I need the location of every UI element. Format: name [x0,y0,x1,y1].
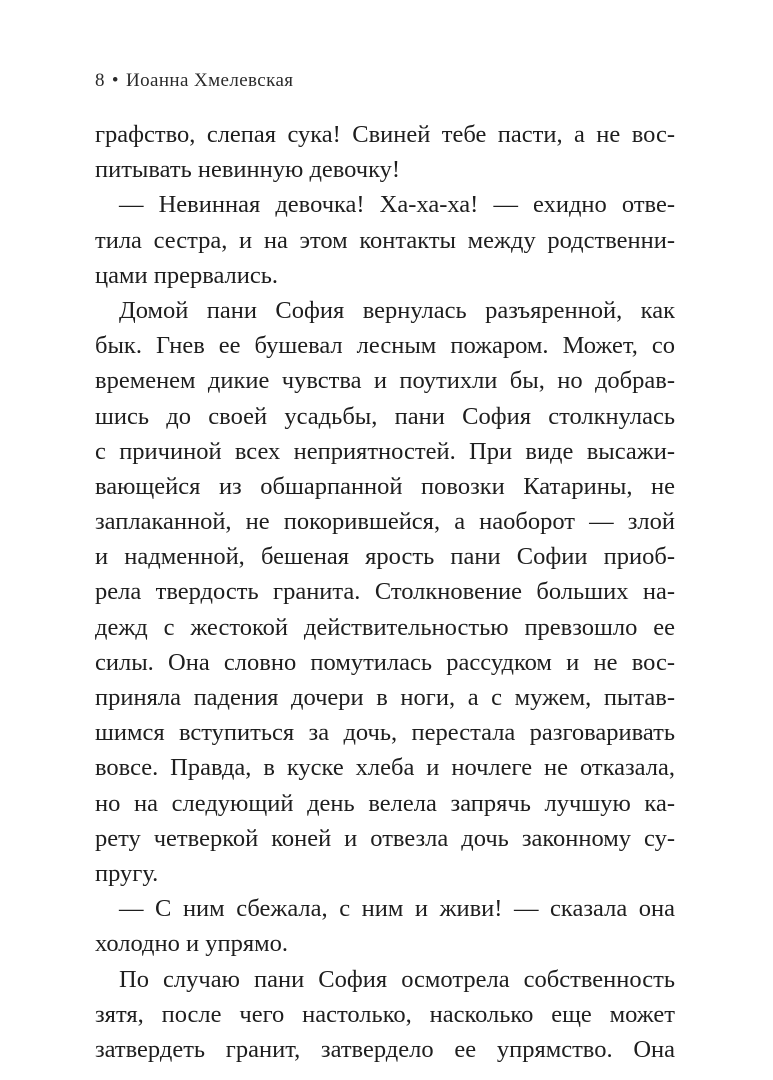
text-line: По случаю пани София осмотрела собственность [119,965,675,993]
text-line: с причиной всех неприятностей. При виде высажи- [95,437,675,465]
text-line: вовсе. Правда, в куске хлеба и ночлеге не отказала, [95,754,675,782]
text-line: временем дикие чувства и поутихли бы, но добрав- [95,367,675,395]
text-line: и надменной, бешеная ярость пани Софии приоб- [95,543,675,571]
running-header [95,70,293,92]
text-line: вающейся из обшарпанной повозки Катарины, не [95,472,675,500]
text-line: затвердеть гранит, затвердело ее упрямство. Она [95,1035,675,1063]
text-line: питывать невинную девочку! [95,156,401,184]
text-line: цами прервались. [95,261,279,289]
body-text [95,117,675,1067]
text-line: но на следующий день велела запрячь лучшую ка- [95,789,675,817]
header-separator: • [111,70,119,91]
text-line: холодно и упрямо. [95,930,288,958]
text-line: приняла падения дочери в ноги, а с мужем, пытав- [95,684,675,711]
text-line: рету четверкой коней и отвезла дочь законному су- [95,824,675,852]
text-line: пругу. [95,859,159,887]
text-line: Домой пани София вернулась разъяренной, как [119,296,675,324]
text-line: зятя, после чего настолько, насколько еще может [95,1000,675,1028]
text-line: заплаканной, не покорившейся, а наоборот — злой [95,508,675,536]
text-line: силы. Она словно помутилась рассудком и не вос- [95,648,675,676]
text-line: шимся вступиться за дочь, перестала разговаривать [95,719,675,747]
author-name: Иоанна Хмелевская [125,70,294,91]
text-line: графство, слепая сука! Свиней тебе пасти, а не вос- [95,121,675,148]
text-line: тила сестра, и на этом контакты между родственни- [95,226,675,254]
text-line: бык. Гнев ее бушевал лесным пожаром. Может, со [95,332,675,360]
text-line: дежд с жестокой действительностью превзошло ее [95,613,675,641]
text-line: шись до своей усадьбы, пани София столкнулась [95,402,675,430]
page-number: 8 [95,70,105,91]
text-line: — С ним сбежала, с ним и живи! — сказала она [119,895,675,923]
text-line: — Невинная девочка! Ха-ха-ха! — ехидно отве- [119,191,675,219]
text-line: рела твердость гранита. Столкновение больших на- [95,578,675,606]
